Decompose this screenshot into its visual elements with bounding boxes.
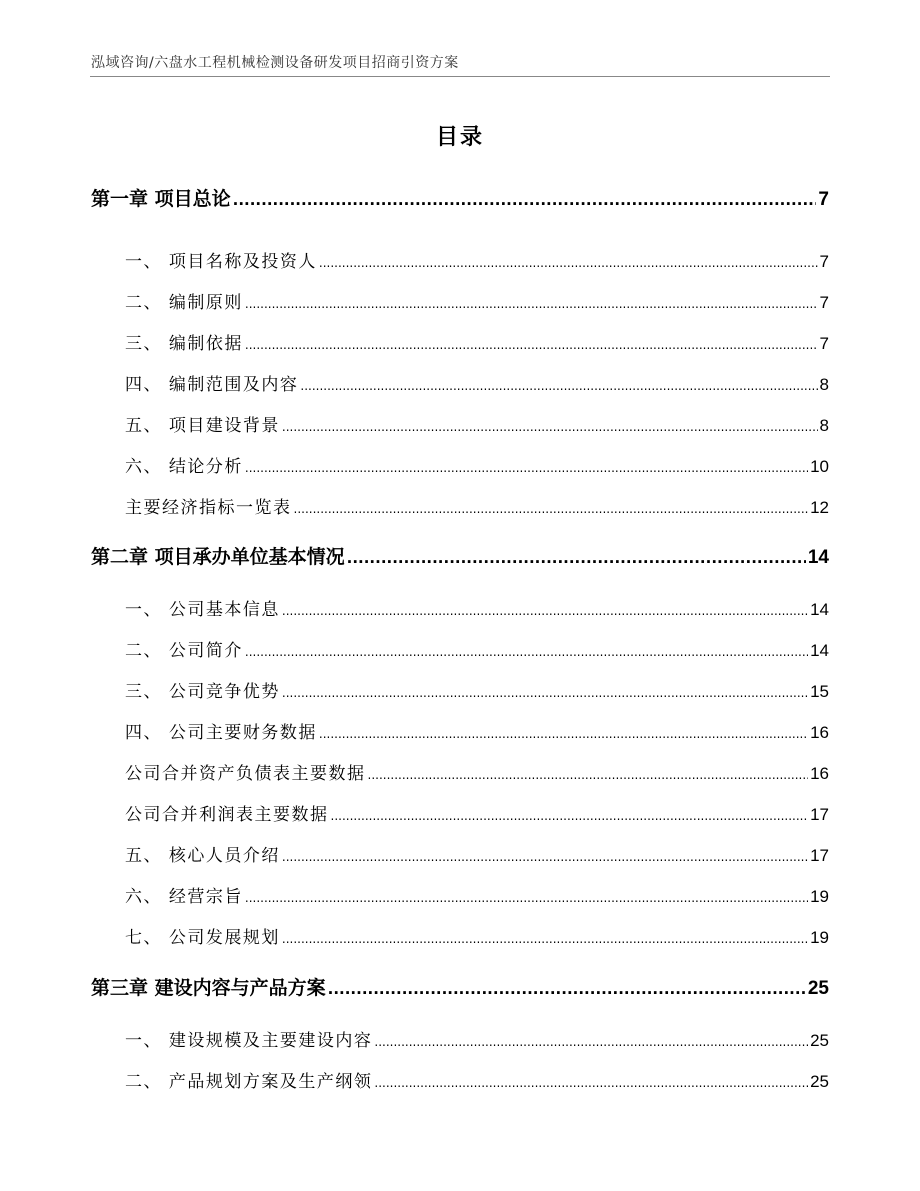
toc-page-number: 17 (810, 805, 829, 824)
toc-entry-text: 四、 公司主要财务数据 (125, 723, 317, 743)
toc-leader-dots (294, 502, 809, 516)
toc-page-number: 8 (819, 375, 829, 394)
toc-entry-text: 五、 核心人员介绍 (125, 846, 280, 866)
toc-leader-dots (300, 379, 817, 393)
toc-page-number: 7 (818, 189, 829, 210)
toc-entry-text: 一、 项目名称及投资人 (125, 252, 317, 272)
toc-entry-text: 公司合并资产负债表主要数据 (125, 764, 366, 784)
toc-leader-dots (233, 191, 817, 209)
toc-page-number: 19 (810, 928, 829, 947)
toc-entry-text: 五、 项目建设背景 (125, 416, 280, 436)
toc-entry[interactable] (125, 595, 829, 620)
toc-entry-text: 第一章 项目总论 (91, 188, 231, 210)
toc-page-number: 7 (819, 252, 829, 271)
toc-page-number: 12 (810, 498, 829, 517)
toc-entry[interactable] (125, 677, 829, 702)
toc-entry[interactable] (125, 923, 829, 948)
toc-leader-dots (245, 338, 818, 352)
toc-entry-text: 一、 公司基本信息 (125, 600, 280, 620)
toc-leader-dots (374, 1035, 808, 1049)
toc-leader-dots (328, 980, 806, 998)
toc-entry-text: 六、 结论分析 (125, 457, 243, 477)
toc-chapter-2[interactable] (91, 542, 829, 569)
toc-entry-text: 主要经济指标一览表 (125, 498, 292, 518)
toc-page-number: 8 (819, 416, 829, 435)
toc-leader-dots (374, 1076, 808, 1090)
toc-page-number: 15 (810, 682, 829, 701)
toc-entry-text: 二、 编制原则 (125, 293, 243, 313)
toc-leader-dots (347, 549, 806, 567)
toc-entry-text: 二、 公司简介 (125, 641, 243, 661)
toc-page-number: 25 (810, 1072, 829, 1091)
toc-entry[interactable] (125, 882, 829, 907)
toc-page-number: 14 (810, 641, 829, 660)
toc-leader-dots (282, 850, 808, 864)
toc-leader-dots (245, 891, 808, 905)
toc-entry[interactable] (125, 1067, 829, 1092)
toc-entry[interactable] (125, 288, 829, 313)
toc-entry-text: 七、 公司发展规划 (125, 928, 280, 948)
toc-entry-text: 三、 编制依据 (125, 334, 243, 354)
toc-entry[interactable] (125, 370, 829, 395)
toc-entry-text: 二、 产品规划方案及生产纲领 (125, 1072, 373, 1092)
toc-page-number: 7 (819, 293, 829, 312)
toc-entry-text: 公司合并利润表主要数据 (125, 805, 329, 825)
toc-leader-dots (245, 297, 818, 311)
toc-entry-text: 六、 经营宗旨 (125, 887, 243, 907)
toc-leader-dots (282, 420, 818, 434)
toc-entry-text: 第二章 项目承办单位基本情况 (91, 546, 345, 568)
toc-entry-text: 一、 建设规模及主要建设内容 (125, 1031, 373, 1051)
toc-entry[interactable] (125, 452, 829, 477)
toc-leader-dots (319, 256, 818, 270)
toc-page-number: 25 (810, 1031, 829, 1050)
toc-leader-dots (245, 645, 808, 659)
toc-leader-dots (368, 768, 809, 782)
toc-entry[interactable] (125, 718, 829, 743)
running-header: 泓域咨询/六盘水工程机械检测设备研发项目招商引资方案 (91, 55, 459, 71)
toc-entry[interactable] (125, 247, 829, 272)
toc-page-number: 16 (810, 764, 829, 783)
toc-chapter-3[interactable] (91, 973, 829, 1000)
toc-entry[interactable] (125, 411, 829, 436)
toc-entry[interactable] (125, 800, 829, 825)
toc-entry[interactable] (125, 759, 829, 784)
toc-page-number: 17 (810, 846, 829, 865)
toc-entry[interactable] (125, 841, 829, 866)
toc-page-number: 14 (810, 600, 829, 619)
toc-page-number: 7 (819, 334, 829, 353)
toc-entry[interactable] (125, 636, 829, 661)
toc-leader-dots (282, 604, 808, 618)
toc-page-number: 16 (810, 723, 829, 742)
toc-page-number: 25 (807, 978, 829, 999)
toc-leader-dots (282, 932, 808, 946)
toc-entry[interactable] (125, 329, 829, 354)
toc-leader-dots (319, 727, 808, 741)
toc-page-number: 19 (810, 887, 829, 906)
toc-chapter-1[interactable] (91, 184, 829, 211)
toc-entry[interactable] (125, 493, 829, 518)
toc-page-number: 10 (810, 457, 829, 476)
toc-entry-text: 第三章 建设内容与产品方案 (91, 977, 326, 999)
toc-leader-dots (282, 686, 808, 700)
toc-leader-dots (245, 461, 808, 475)
toc-entry-text: 三、 公司竞争优势 (125, 682, 280, 702)
toc-entry[interactable] (125, 1026, 829, 1051)
toc-page-number: 14 (807, 547, 829, 568)
toc-leader-dots (331, 809, 809, 823)
toc-entry-text: 四、 编制范围及内容 (125, 375, 299, 395)
toc-title: 目录 (435, 125, 484, 150)
